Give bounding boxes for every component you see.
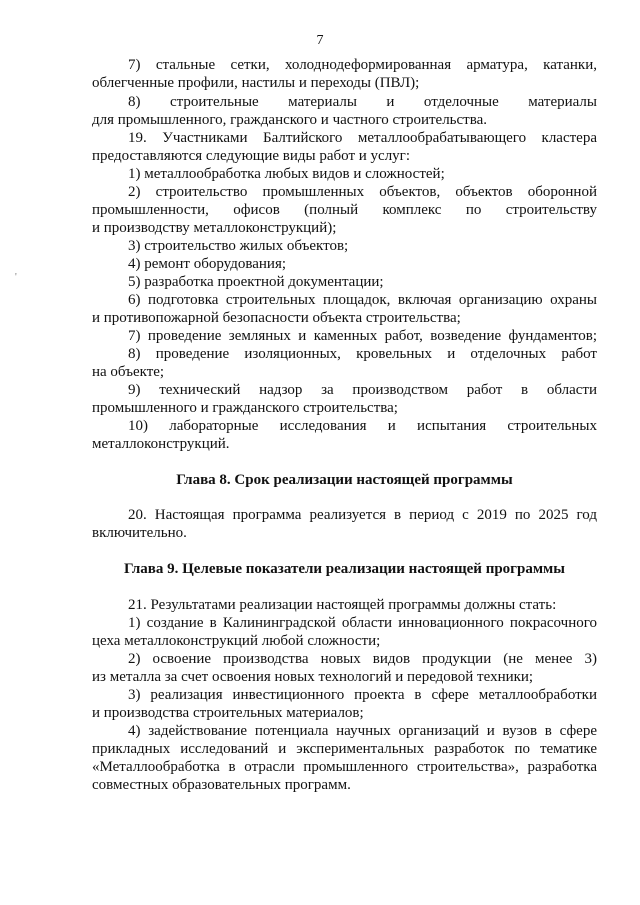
text-line: 19. Участниками Балтийского металлообрабатывающего кластера [128,130,597,146]
chapter-8-heading: Глава 8. Срок реализации настоящей программы [176,472,513,488]
text-line: предоставляются следующие виды работ и услуг: [92,148,411,164]
page-number: 7 [316,33,324,48]
list-item: 9) технический надзор за производством работ в области [128,382,597,398]
list-item: 1) создание в Калининградской области инновационного покрасочного [128,615,597,631]
text-line: 8) строительные материалы и отделочные материалы [128,94,597,110]
text-line: облегченные профили, настилы и переходы (ПВЛ); [92,75,420,91]
text-line: цеха металлоконструкций любой сложности; [92,633,381,649]
text-line: 7) стальные сетки, холоднодеформированная арматура, катанки, [128,57,597,73]
text-line: прикладных исследований и экспериментальных разработок по тематике [92,741,597,757]
list-item: 2) строительство промышленных объектов, объектов оборонной [128,184,597,200]
text-line: 21. Результатами реализации настоящей программы должны стать: [128,597,557,613]
list-item: 1) металлообработка любых видов и сложностей; [128,166,445,182]
list-item: 4) ремонт оборудования; [128,256,287,272]
text-line: «Металлообработка в отрасли промышленного строительства», разработка [92,759,597,775]
text-line: промышленного и гражданского строительства; [92,400,398,416]
text-line: и производству металлоконструкций); [92,220,337,236]
chapter-9-heading: Глава 9. Целевые показатели реализации настоящей программы [124,561,565,577]
list-item: 5) разработка проектной документации; [128,274,384,290]
text-line: включительно. [92,525,187,541]
text-line: и производства строительных материалов; [92,705,364,721]
text-line: на объекте; [92,364,165,380]
text-line: из металла за счет освоения новых технологий и передовой техники; [92,669,534,685]
text-line: совместных образовательных программ. [92,777,351,793]
text-line: для промышленного, гражданского и частного строительства. [92,112,488,128]
text-line: 20. Настоящая программа реализуется в период с 2019 по 2025 год [128,507,597,523]
list-item: 3) строительство жилых объектов; [128,238,349,254]
list-item: 10) лабораторные исследования и испытания строительных [128,418,597,434]
list-item: 2) освоение производства новых видов продукции (не менее 3) [128,651,597,667]
list-item: 8) проведение изоляционных, кровельных и отделочных работ [128,346,597,362]
text-line: металлоконструкций. [92,436,230,452]
list-item: 3) реализация инвестиционного проекта в сфере металлообработки [128,687,597,703]
text-line: промышленности, офисов (полный комплекс по строительству [92,202,597,218]
list-item: 4) задействование потенциала научных организаций и вузов в сфере [128,723,597,739]
list-item: 6) подготовка строительных площадок, включая организацию охраны [128,292,597,308]
margin-mark: ' [15,272,17,283]
text-line: и противопожарной безопасности объекта строительства; [92,310,461,326]
list-item: 7) проведение земляных и каменных работ, возведение фундаментов; [128,328,597,344]
